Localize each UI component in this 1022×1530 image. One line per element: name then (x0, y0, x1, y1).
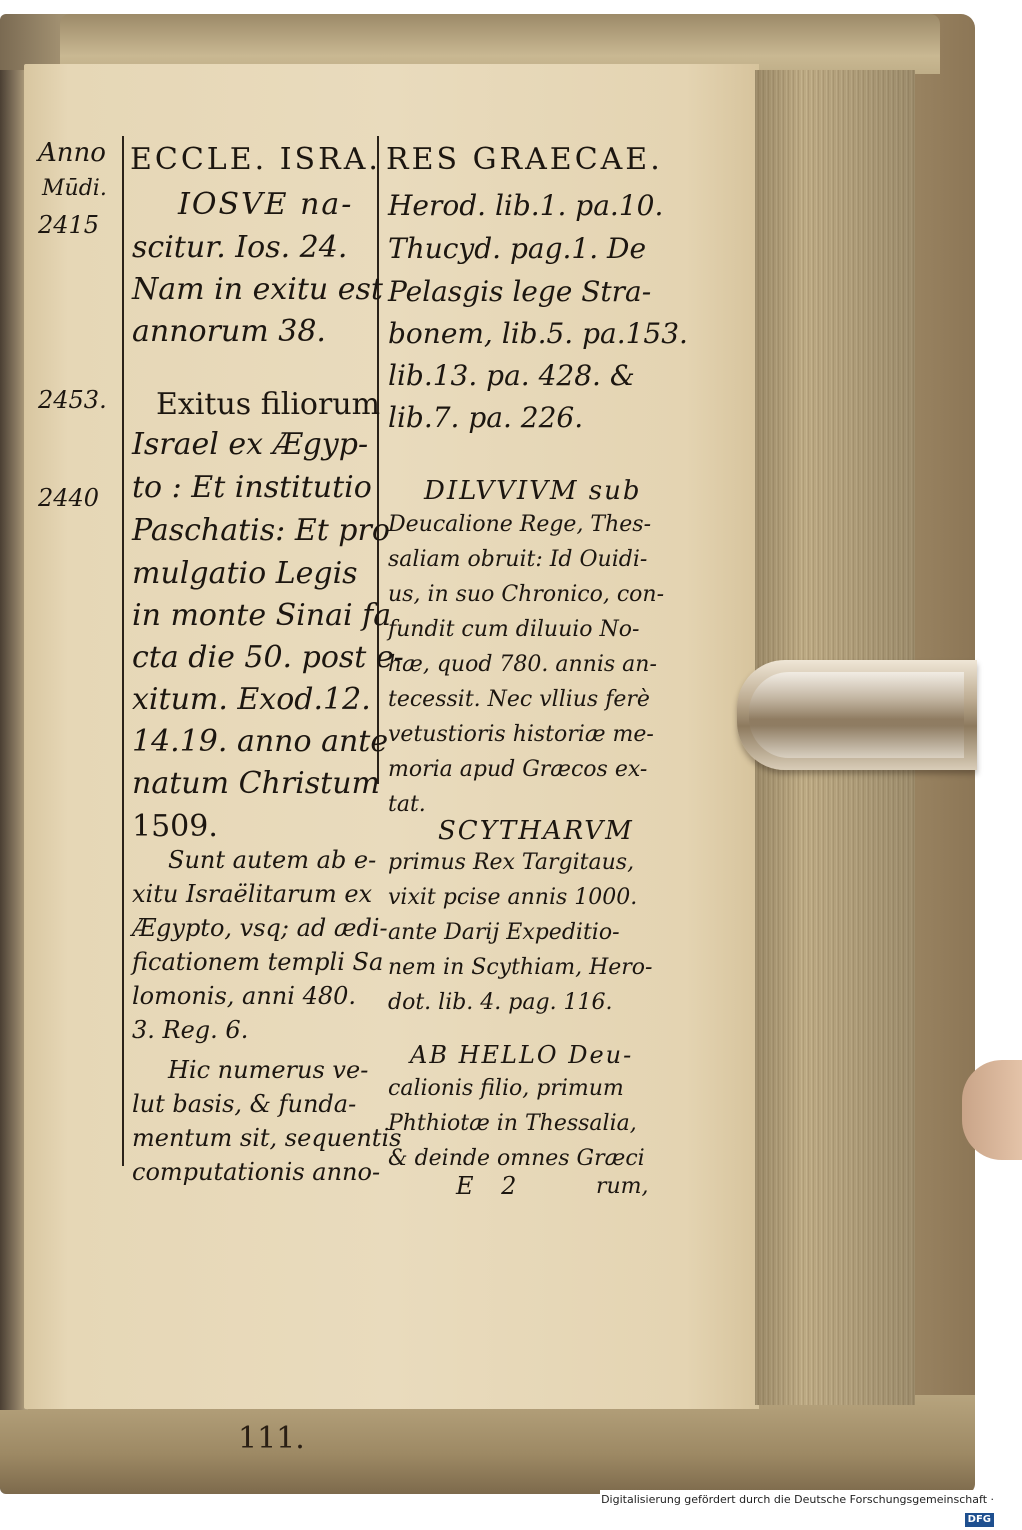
right-line: fundit cum diluuio No- (388, 617, 640, 642)
left-line: annorum 38. (132, 314, 326, 349)
right-line: primus Rex Targitaus, (388, 850, 635, 875)
dfg-logo: DFG (965, 1513, 994, 1527)
digitization-credit (600, 1490, 1000, 1525)
left-line: scitur. Ios. 24. (132, 230, 348, 265)
column-rule-middle (377, 136, 379, 784)
right-line: moria apud Græcos ex- (388, 757, 648, 782)
right-line: ante Darij Expeditio- (388, 920, 620, 945)
left-line: to : Et institutio (132, 470, 372, 505)
margin-year: 2440 (38, 484, 100, 512)
right-line: lib.7. pa. 226. (388, 401, 584, 434)
left-line: Paschatis: Et pro (132, 513, 390, 548)
right-line: SCYTHARVM (438, 816, 634, 846)
left-line: computationis anno- (132, 1158, 381, 1186)
right-column-header: RES GRAECAE. (386, 142, 663, 177)
left-line: xitum. Exod.12. (132, 682, 371, 717)
margin-year: 2453. (38, 386, 107, 414)
right-line: & deinde omnes Græci (388, 1146, 645, 1171)
left-line: Nam in exitu est (132, 272, 383, 307)
left-line: 1509. (132, 809, 218, 844)
left-line: cta die 50. post e- (132, 640, 404, 675)
right-line: dot. lib. 4. pag. 116. (388, 990, 613, 1015)
margin-mundi: Mūdi. (42, 176, 107, 201)
book-cover-bottom (0, 1395, 975, 1494)
cover-ink-mark: 111. (238, 1421, 305, 1456)
left-line: Hic numerus ve- (168, 1056, 369, 1084)
left-line: in monte Sinai fa (132, 598, 392, 633)
left-line: lomonis, anni 480. (132, 982, 357, 1010)
left-line: Exitus filiorum (156, 387, 381, 422)
right-line: vixit pcise annis 1000. (388, 885, 638, 910)
right-line: lib.13. pa. 428. & (388, 359, 635, 392)
signature-mark: E 2 (456, 1172, 527, 1200)
right-line: tat. (388, 792, 426, 817)
left-line: mentum sit, sequentis (132, 1124, 402, 1152)
left-line: 14.19. anno ante (132, 724, 389, 759)
left-line: lut basis, & funda- (132, 1090, 357, 1118)
operator-thumb (962, 1060, 1022, 1160)
right-line: calionis filio, primum (388, 1076, 624, 1101)
right-line: bonem, lib.5. pa.153. (388, 317, 688, 350)
page-clamp (737, 660, 977, 770)
right-line: DILVVIVM sub (424, 476, 642, 506)
left-line: Sunt autem ab e- (168, 846, 377, 874)
right-line: Herod. lib.1. pa.10. (388, 189, 664, 222)
left-line: natum Christum (132, 766, 380, 801)
right-line: Phthiotæ in Thessalia, (388, 1111, 637, 1136)
left-line: Ægypto, vsq; ad ædi- (132, 914, 388, 942)
margin-anno: Anno (38, 138, 106, 168)
left-line: 3. Reg. 6. (132, 1016, 249, 1044)
column-rule-left (122, 136, 124, 1166)
right-line: tecessit. Nec vllius ferè (388, 687, 650, 712)
right-line: Pelasgis lege Stra- (388, 275, 652, 308)
right-line: Thucyd. pag.1. De (388, 232, 647, 265)
left-line: ficationem templi Sa (132, 948, 384, 976)
left-column-header: ECCLE. ISRA. (130, 142, 381, 177)
right-line: vetustioris historiæ me- (388, 722, 654, 747)
left-line: Israel ex Ægyp- (132, 427, 369, 462)
right-line: Deucalione Rege, Thes- (388, 512, 652, 537)
margin-year: 2415 (38, 211, 100, 239)
right-line: AB HELLO Deu- (410, 1041, 634, 1069)
left-line: IOSVE na- (178, 187, 354, 222)
right-line: hæ, quod 780. annis an- (388, 652, 657, 677)
catchword: rum, (596, 1174, 649, 1199)
right-line: nem in Scythiam, Hero- (388, 955, 653, 980)
left-line: mulgatio Legis (132, 556, 358, 591)
left-line: xitu Israëlitarum ex (132, 880, 373, 908)
credit-text: Digitalisierung gefördert durch die Deutsche Forschungsgemeinschaft · (601, 1493, 994, 1506)
right-line: saliam obruit: Id Ouidi- (388, 547, 648, 572)
right-line: us, in suo Chronico, con- (388, 582, 665, 607)
